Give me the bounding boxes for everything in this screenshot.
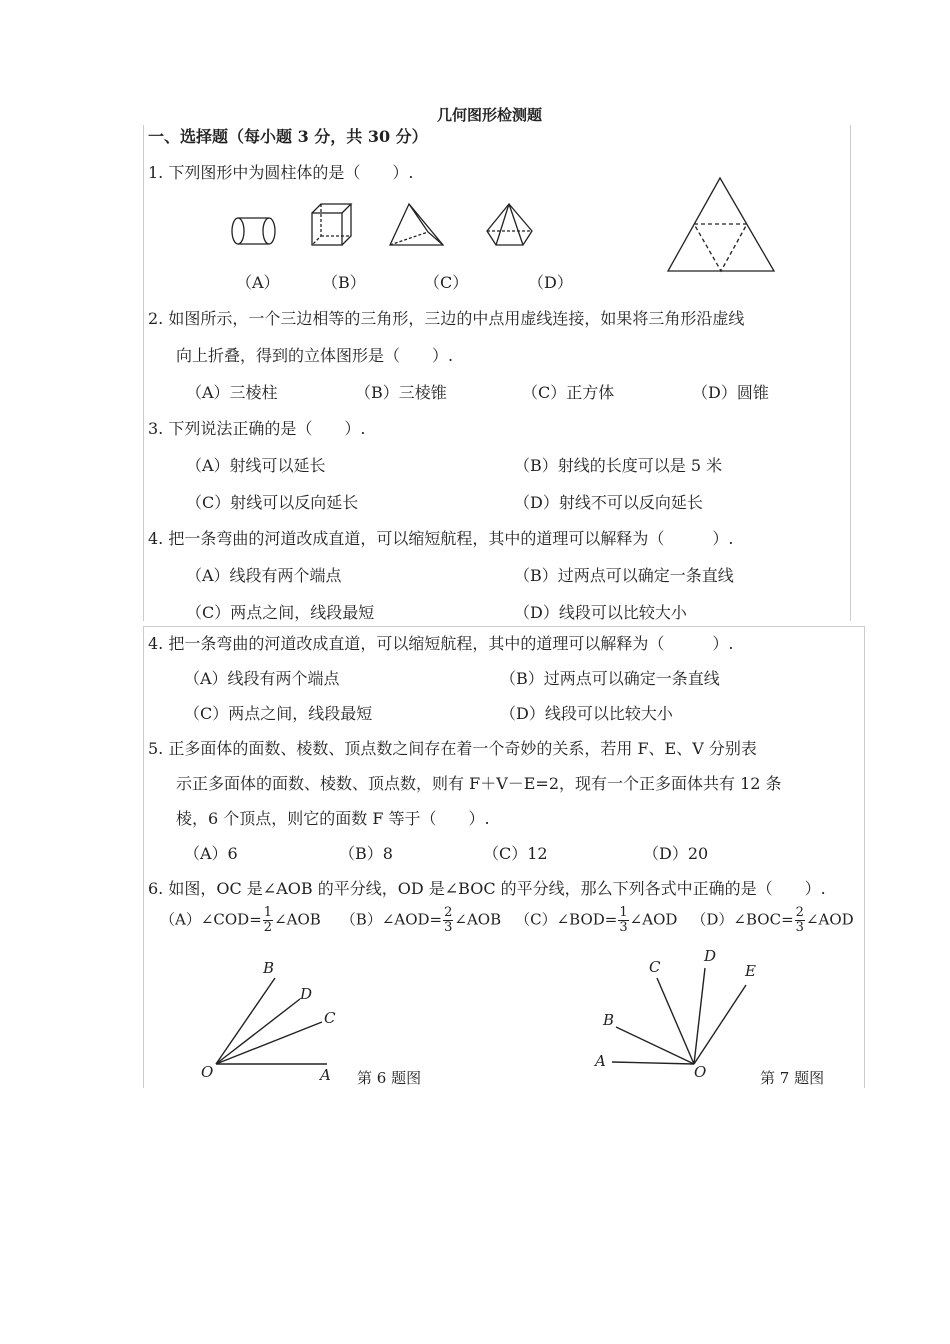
q1-label-b: （B） [322, 273, 366, 292]
q3-option-c: （C）射线可以反向延长 [186, 493, 359, 512]
page-title: 几何图形检测题 [437, 106, 543, 124]
fraction: $\frac{2}{3}$ [444, 905, 453, 935]
fig7-point-a: A [595, 1052, 606, 1070]
fig7-point-b: B [603, 1011, 615, 1029]
fig6-caption: 第 6 题图 [357, 1069, 422, 1087]
fig7-point-d: D [704, 947, 717, 965]
fraction: $\frac{2}{3}$ [795, 905, 804, 935]
q5-option-a: （A）6 [184, 844, 238, 863]
q4b-option-c: （C）两点之间，线段最短 [184, 704, 373, 723]
q6-stem: 6. 如图，OC 是∠AOB 的平分线，OD 是∠BOC 的平分线，那么下列各式中正确的是（ ）. [148, 879, 826, 898]
q5-option-d: （D）20 [643, 844, 709, 863]
fig6-point-o: O [201, 1063, 214, 1081]
section-heading: 一、选择题（每小题 3 分，共 30 分） [148, 127, 428, 146]
q2-option-a: （A）三棱柱 [186, 383, 278, 402]
q1-stem: 1. 下列图形中为圆柱体的是（ ）. [148, 163, 414, 182]
fig6-point-b: B [263, 959, 275, 977]
q1-label-c: （C） [424, 273, 469, 292]
q3-option-d: （D）射线不可以反向延长 [514, 493, 703, 512]
q5-option-b: （B）8 [339, 844, 393, 863]
fig7-point-o: O [694, 1063, 707, 1081]
fraction: $\frac{1}{3}$ [619, 905, 628, 935]
fig6-point-d: D [300, 985, 313, 1003]
q3-option-a: （A）射线可以延长 [186, 456, 326, 475]
q6-option-c: （C）∠BOD= $\frac{1}{3}$ ∠AOD [515, 905, 678, 935]
q2-option-c: （C）正方体 [522, 383, 615, 402]
q1-label-d: （D） [528, 273, 573, 292]
fig7-caption: 第 7 题图 [760, 1069, 825, 1087]
q3-stem: 3. 下列说法正确的是（ ）. [148, 419, 366, 438]
fraction: $\frac{1}{2}$ [263, 905, 273, 935]
q4b-option-a: （A）线段有两个端点 [184, 669, 340, 688]
q4b-option-b: （B）过两点可以确定一条直线 [500, 669, 720, 688]
q2-option-d: （D）圆锥 [692, 383, 769, 402]
q4-option-d: （D）线段可以比较大小 [514, 603, 687, 622]
q6-option-d: （D）∠BOC= $\frac{2}{3}$ ∠AOD [691, 905, 854, 935]
q6-option-b: （B）∠AOD= $\frac{2}{3}$ ∠AOB [340, 905, 502, 935]
q4b-stem: 4. 把一条弯曲的河道改成直道，可以缩短航程，其中的道理可以解释为（ ）. [148, 634, 734, 653]
q6-option-a: （A）∠COD= $\frac{1}{2}$ ∠AOB [160, 905, 321, 935]
fig7-point-e: E [745, 962, 756, 980]
q5-option-c: （C）12 [483, 844, 548, 863]
q4-option-a: （A）线段有两个端点 [186, 566, 342, 585]
fig7-point-c: C [649, 958, 661, 976]
q2-option-b: （B）三棱锥 [355, 383, 447, 402]
q5-line3: 棱，6 个顶点，则它的面数 F 等于（ ）. [176, 809, 490, 828]
fig6-point-c: C [324, 1009, 336, 1027]
q5-line1: 5. 正多面体的面数、棱数、顶点数之间存在着一个奇妙的关系，若用 F、E、V 分别表 [148, 739, 757, 758]
q2-line1: 2. 如图所示，一个三边相等的三角形，三边的中点用虚线连接，如果将三角形沿虚线 [148, 309, 745, 328]
fig6-point-a: A [320, 1066, 331, 1084]
q1-label-a: （A） [236, 273, 280, 292]
q4-option-c: （C）两点之间，线段最短 [186, 603, 375, 622]
q4-stem: 4. 把一条弯曲的河道改成直道，可以缩短航程，其中的道理可以解释为（ ）. [148, 529, 734, 548]
q5-line2: 示正多面体的面数、棱数、顶点数，则有 F＋V－E=2，现有一个正多面体共有 12 条 [176, 774, 782, 793]
q2-line2: 向上折叠，得到的立体图形是（ ）. [176, 346, 454, 365]
q4b-option-d: （D）线段可以比较大小 [500, 704, 673, 723]
q4-option-b: （B）过两点可以确定一条直线 [514, 566, 734, 585]
q3-option-b: （B）射线的长度可以是 5 米 [514, 456, 723, 475]
